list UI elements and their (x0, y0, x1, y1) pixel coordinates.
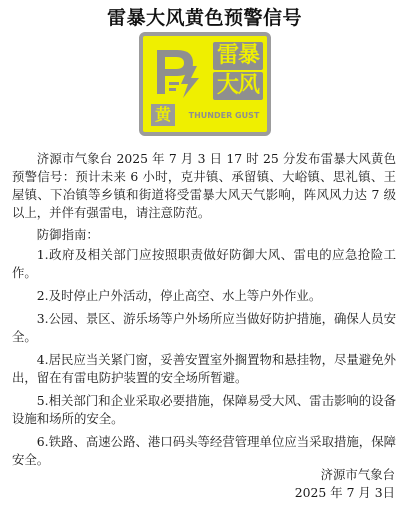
signature-org: 济源市气象台 (320, 467, 395, 482)
wind-dash (169, 88, 176, 91)
guide-item: 2.及时停止户外活动，停止高空、水上等户外作业。 (36, 288, 322, 303)
document-body (12, 150, 396, 474)
guide-heading: 防御指南： (36, 227, 99, 242)
guide-item: 4.居民应当关紧门窗，妥善安置室外搁置物和悬挂物，尽量避免外出，留在有雷电防护装置的安全场所暂避。 (12, 352, 396, 385)
guide-item: 5.相关部门和企业采取必要措施，保障易受大风、雷击影响的设备设施和场所的安全。 (12, 393, 396, 426)
signature-date: 2025 年 7 月 3日 (294, 485, 395, 500)
guide-item: 1.政府及相关部门应按照职责做好防御大风、雷电的应急抢险工作。 (12, 247, 396, 280)
sign-english-label: THUNDER GUST (188, 111, 260, 120)
page-title: 雷暴大风黄色预警信号 (106, 7, 302, 29)
wind-dash (169, 82, 179, 85)
guide-item: 6.铁路、高速公路、港口码头等经营管理单位应当采取措施，保障安全。 (12, 434, 396, 467)
intro-paragraph: 济源市气象台 2025 年 7 月 3 日 17 时 25 分发布雷暴大风黄色预警信号：预计未来 6 小时，克井镇、承留镇、大峪镇、思礼镇、王屋镇、下冶镇等乡镇和街道将受雷暴大风天气影响，阵风风力达 7 级以上，并伴有强雷电，请注意防范。 (12, 151, 396, 220)
sign-grade-badge: 黄 (151, 104, 175, 126)
guide-item: 3.公园、景区、游乐场等户外场所应当做好防护措施，确保人员安全。 (12, 311, 396, 344)
signature-block (235, 466, 395, 502)
warning-sign (139, 32, 271, 136)
sign-name-line1: 雷暴 (213, 42, 263, 70)
sign-name-line2: 大风 (213, 72, 263, 100)
